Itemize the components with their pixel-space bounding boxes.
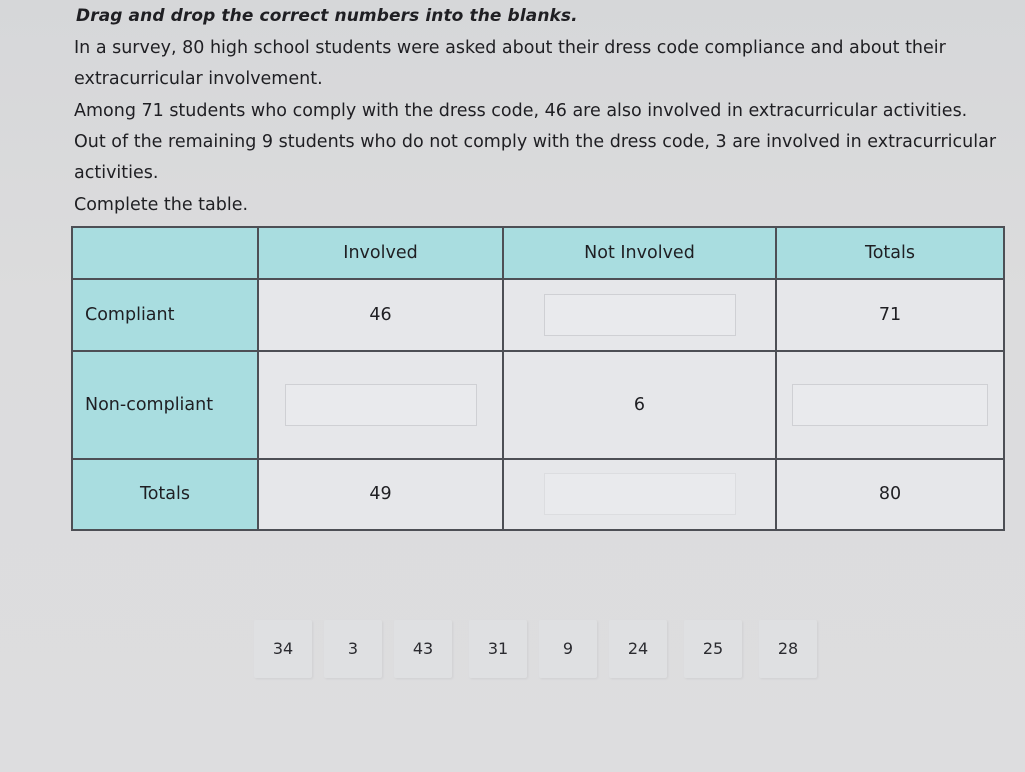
number-tile[interactable]: 28 (759, 620, 817, 678)
number-tile[interactable]: 25 (684, 620, 742, 678)
drop-zone-non-compliant-involved[interactable] (285, 384, 477, 426)
row-label-non-compliant: Non-compliant (72, 351, 258, 459)
header-involved: Involved (258, 227, 503, 279)
paragraph-survey: In a survey, 80 high school students were asked about their dress code compliance and about their extracurricular involvement. (74, 38, 946, 89)
corner-cell (72, 227, 258, 279)
number-tile-bank (254, 620, 834, 680)
header-not-involved: Not Involved (503, 227, 776, 279)
two-way-table (71, 226, 1005, 531)
drop-zone-totals-not-involved[interactable] (544, 473, 736, 515)
number-tile[interactable]: 24 (609, 620, 667, 678)
instruction-text: Drag and drop the correct numbers into the blanks. (76, 6, 578, 26)
cell-non-compliant-involved (258, 351, 503, 459)
cell-compliant-totals: 71 (776, 279, 1004, 350)
drop-zone-compliant-not-involved[interactable] (544, 294, 736, 336)
header-totals: Totals (776, 227, 1004, 279)
number-tile[interactable]: 43 (394, 620, 452, 678)
number-tile[interactable]: 3 (324, 620, 382, 678)
cell-totals-not-involved (503, 459, 776, 530)
cell-compliant-involved: 46 (258, 279, 503, 350)
cell-compliant-not-involved (503, 279, 776, 350)
cell-totals-involved: 49 (258, 459, 503, 530)
number-tile[interactable]: 34 (254, 620, 312, 678)
drop-zone-non-compliant-totals[interactable] (792, 384, 988, 426)
cell-non-compliant-not-involved: 6 (503, 351, 776, 459)
paragraph-details: Among 71 students who comply with the dress code, 46 are also involved in extracurricular activities. Out of the remaining 9 students who do not comply with the dress code, 3 are involved in extracurricular activities. (74, 101, 997, 183)
cell-non-compliant-totals (776, 351, 1004, 459)
row-label-compliant: Compliant (72, 279, 258, 350)
paragraph-prompt: Complete the table. (74, 195, 249, 215)
number-tile[interactable]: 9 (539, 620, 597, 678)
number-tile[interactable]: 31 (469, 620, 527, 678)
row-label-totals: Totals (72, 459, 258, 530)
cell-totals-totals: 80 (776, 459, 1004, 530)
